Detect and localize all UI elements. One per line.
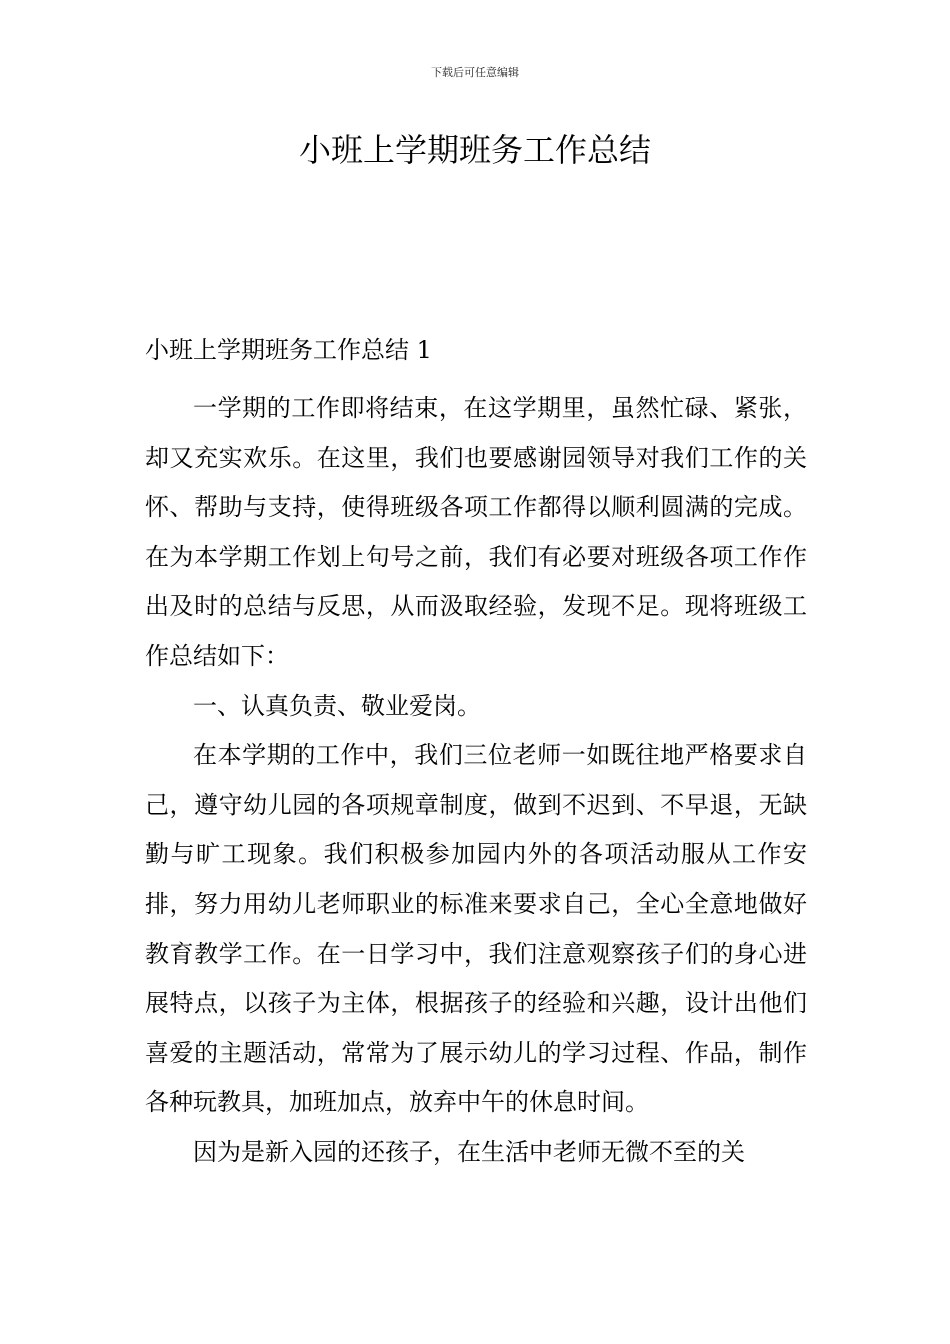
paragraph-subheading-1: 一、认真负责、敬业爱岗。 [193,691,481,720]
paragraph-work-attitude: 在本学期的工作中，我们三位老师一如既往地严格要求自己，遵守幼儿园的各项规章制度，做到不迟到、不早退，无缺勤与旷工现象。我们积极参加园内外的各项活动服从工作安排，努力用幼儿老师职业的标准来要求自己，全心全意地做好教育教学工作。在一日学习中，我们注意观察孩子们的身心进展特点，以孩子为主体，根据孩子的经验和兴趣，设计出他们喜爱的主题活动，常常为了展示幼儿的学习过程、作品，制作各种玩教具，加班加点，放弃中午的休息时间。 [145,741,807,1117]
paragraph-intro: 一学期的工作即将结束，在这学期里，虽然忙碌、紧张，却又充实欢乐。在这里，我们也要感谢园领导对我们工作的关怀、帮助与支持，使得班级各项工作都得以顺利圆满的完成。在为本学期工作划上句号之前，我们有必要对班级各项工作作出及时的总结与反思，从而汲取经验，发现不足。现将班级工作总结如下： [145,394,807,670]
document-body [145,332,807,1178]
paragraph-daily-care: 因为是新入园的还孩子，在生活中老师无微不至的关 [193,1137,745,1166]
section-heading: 小班上学期班务工作总结 1 [145,336,432,364]
header-note: 下载后可任意编辑 [431,66,519,79]
document-title: 小班上学期班务工作总结 [298,131,651,169]
